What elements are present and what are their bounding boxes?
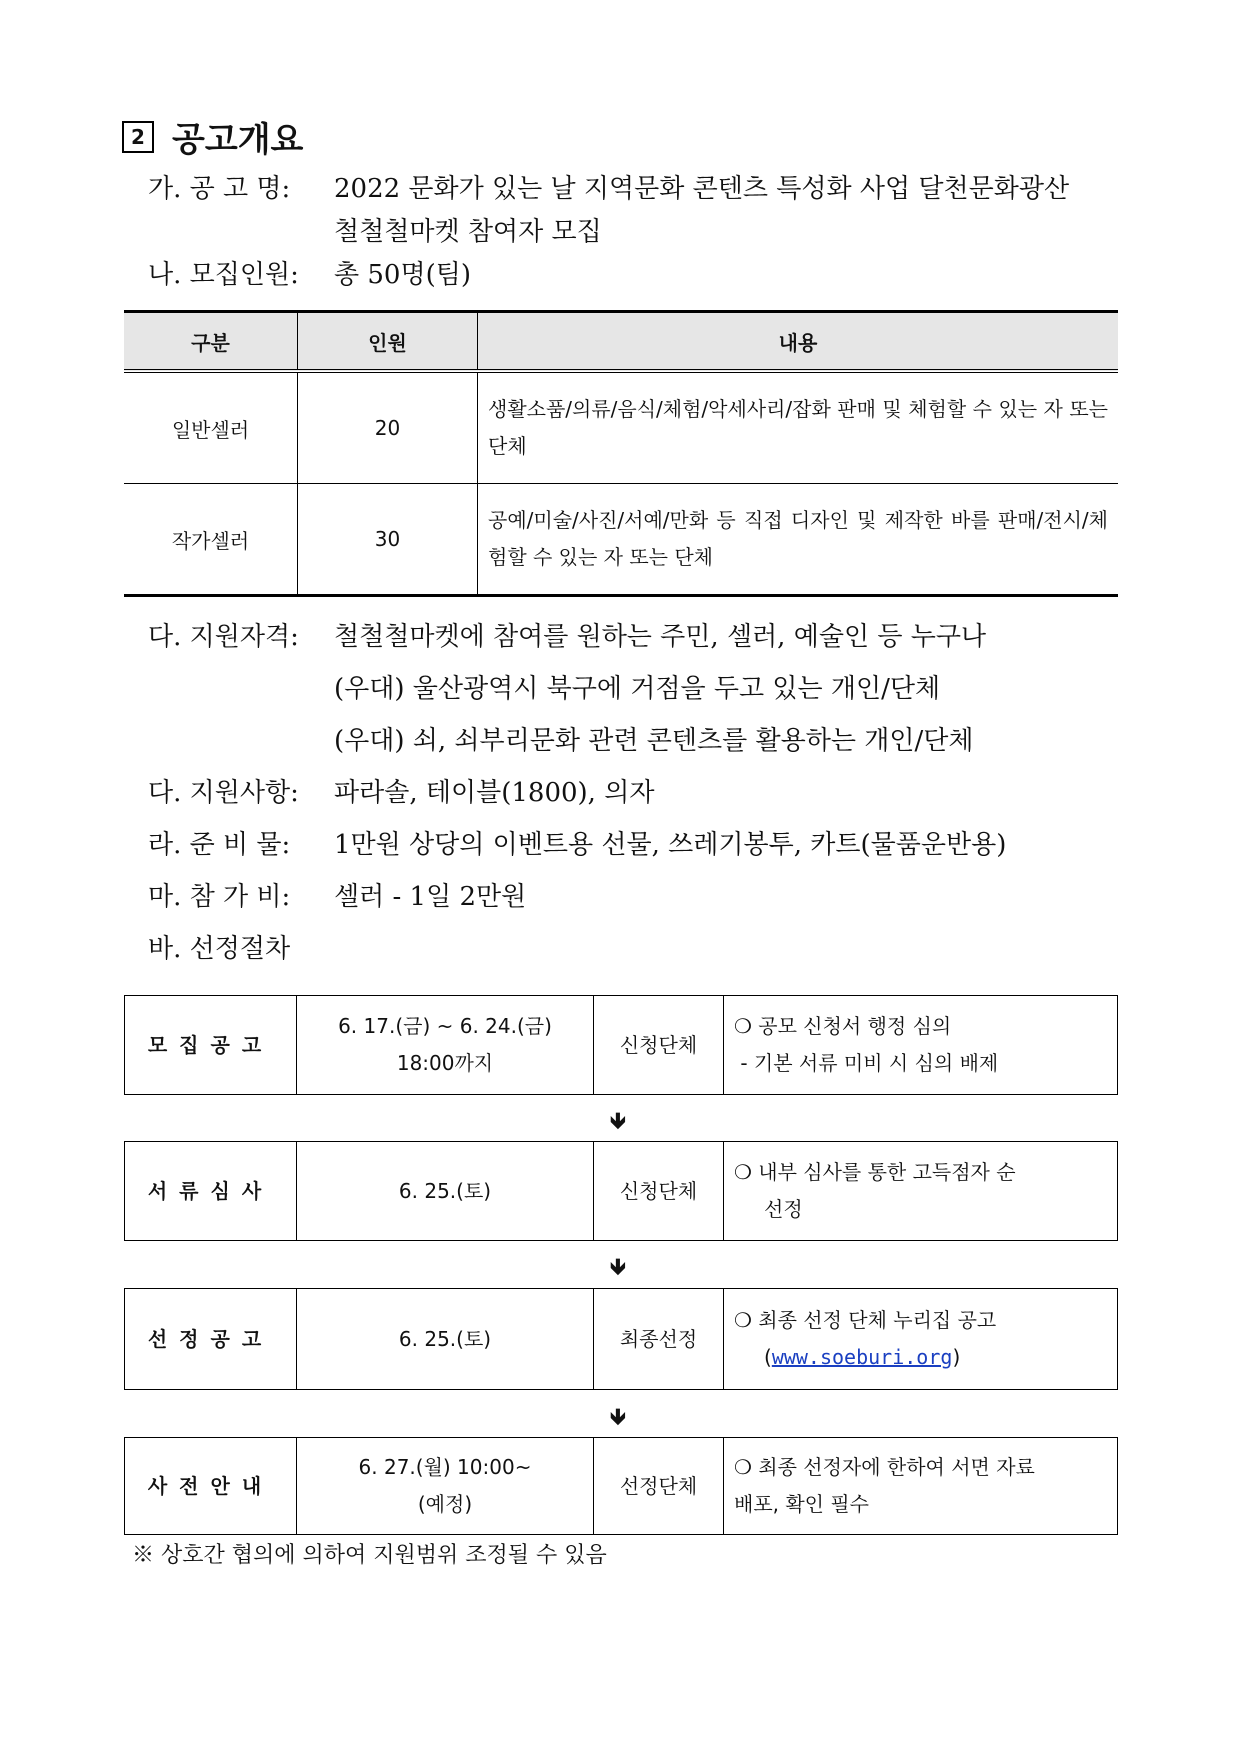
step-name: 사전안내: [125, 1438, 297, 1534]
support-label: 다. 지원사항:: [148, 778, 299, 808]
recruit-table-header: [124, 312, 1118, 372]
step-announce: [124, 1288, 1118, 1390]
fee-value: 셀러 - 1일 2만원: [334, 882, 527, 912]
fee-label: 마. 참 가 비:: [148, 882, 291, 912]
step-desc-line2: - 기본 서류 미비 시 심의 배제: [734, 1051, 999, 1075]
step-who: 최종선정: [594, 1289, 724, 1389]
section-number: 2: [122, 121, 154, 153]
step-date-line2: (예정): [417, 1492, 473, 1516]
step-desc-line1: ❍ 최종 선정자에 한하여 서면 자료: [734, 1455, 1035, 1479]
eligibility: [148, 620, 986, 654]
support-value: 파라솔, 테이블(1800), 의자: [334, 778, 655, 808]
arrow-down-icon: 🡻: [610, 1109, 626, 1134]
section-title: [122, 112, 303, 161]
footnote: ※ 상호간 협의에 의하여 지원범위 조정될 수 있음: [132, 1543, 607, 1568]
item-title: [148, 172, 1069, 206]
step-date-line1: 6. 27.(월) 10:00~: [358, 1455, 532, 1479]
item-count: [148, 258, 471, 292]
step-recruit: [124, 995, 1118, 1095]
item-title-value: 2022 문화가 있는 날 지역문화 콘텐츠 특성화 사업 달천문화광산: [334, 174, 1070, 204]
step-date: 6. 25.(토): [297, 1142, 594, 1240]
row-count: 20: [298, 371, 478, 484]
item-count-label: 나. 모집인원:: [148, 260, 299, 290]
step-date: [297, 996, 594, 1094]
step-desc-line1: ❍ 최종 선정 단체 누리집 공고: [734, 1308, 997, 1332]
step-name: 서류심사: [125, 1142, 297, 1240]
step-desc: [724, 1438, 1117, 1534]
row-type: 일반셀러: [124, 371, 298, 484]
step-date: [297, 1438, 594, 1534]
step-date-line1: 6. 17.(금) ~ 6. 24.(금): [338, 1014, 552, 1038]
eligibility-line1: 철철철마켓에 참여를 원하는 주민, 셀러, 예술인 등 누구나: [334, 622, 987, 652]
step-name: 모집공고: [125, 996, 297, 1094]
procedure-label: 바. 선정절차: [148, 934, 291, 964]
row-type: 작가셀러: [124, 484, 298, 596]
header-desc: 내용: [478, 312, 1119, 372]
header-count: 인원: [298, 312, 478, 372]
step-desc: [724, 1142, 1117, 1240]
step-who: 신청단체: [594, 996, 724, 1094]
table-row: [124, 484, 1118, 596]
step-who: 선정단체: [594, 1438, 724, 1534]
step-who: 신청단체: [594, 1142, 724, 1240]
prep-label: 라. 준 비 물:: [148, 830, 291, 860]
item-title-value-2: 철철철마켓 참여자 모집: [334, 217, 602, 247]
arrow-down-icon: 🡻: [610, 1255, 626, 1280]
step-name: 선정공고: [125, 1289, 297, 1389]
section-title-text: 공고개요: [172, 120, 304, 160]
row-count: 30: [298, 484, 478, 596]
website-link[interactable]: www.soeburi.org: [771, 1345, 953, 1369]
table-row: [124, 371, 1118, 484]
step-desc: [724, 996, 1117, 1094]
item-count-value: 총 50명(팀): [334, 260, 471, 290]
arrow-down-icon: 🡻: [610, 1405, 626, 1430]
prep-value: 1만원 상당의 이벤트용 선물, 쓰레기봉투, 카트(물품운반용): [334, 830, 1007, 860]
row-desc: 생활소품/의류/음식/체험/악세사리/잡화 판매 및 체험할 수 있는 자 또는 단체: [478, 371, 1119, 484]
eligibility-line3: (우대) 쇠, 쇠부리문화 관련 콘텐츠를 활용하는 개인/단체: [334, 726, 974, 756]
eligibility-line2: (우대) 울산광역시 북구에 거점을 두고 있는 개인/단체: [334, 674, 941, 704]
step-desc-line2: 배포, 확인 필수: [734, 1492, 869, 1516]
step-guide: [124, 1437, 1118, 1535]
step-review: [124, 1141, 1118, 1241]
prep: [148, 828, 1006, 862]
step-desc: ❍ 최종 선정 단체 누리집 공고 (www.soeburi.org): [734, 1308, 997, 1369]
step-desc-line1: ❍ 공모 신청서 행정 심의: [734, 1014, 952, 1038]
header-type: 구분: [124, 312, 298, 372]
eligibility-label: 다. 지원자격:: [148, 622, 299, 652]
step-date-line2: 18:00까지: [396, 1051, 494, 1075]
fee: [148, 880, 526, 914]
step-desc-line2: 선정: [764, 1197, 803, 1221]
step-desc-line1: ❍ 내부 심사를 통한 고득점자 순: [734, 1160, 1016, 1184]
item-title-label: 가. 공 고 명:: [148, 174, 291, 204]
recruit-table: [124, 310, 1118, 597]
row-desc: 공예/미술/사진/서예/만화 등 직접 디자인 및 제작한 바를 판매/전시/체험할 수 있는 자 또는 단체: [478, 484, 1119, 596]
step-date: 6. 25.(토): [297, 1289, 594, 1389]
support: [148, 776, 654, 810]
